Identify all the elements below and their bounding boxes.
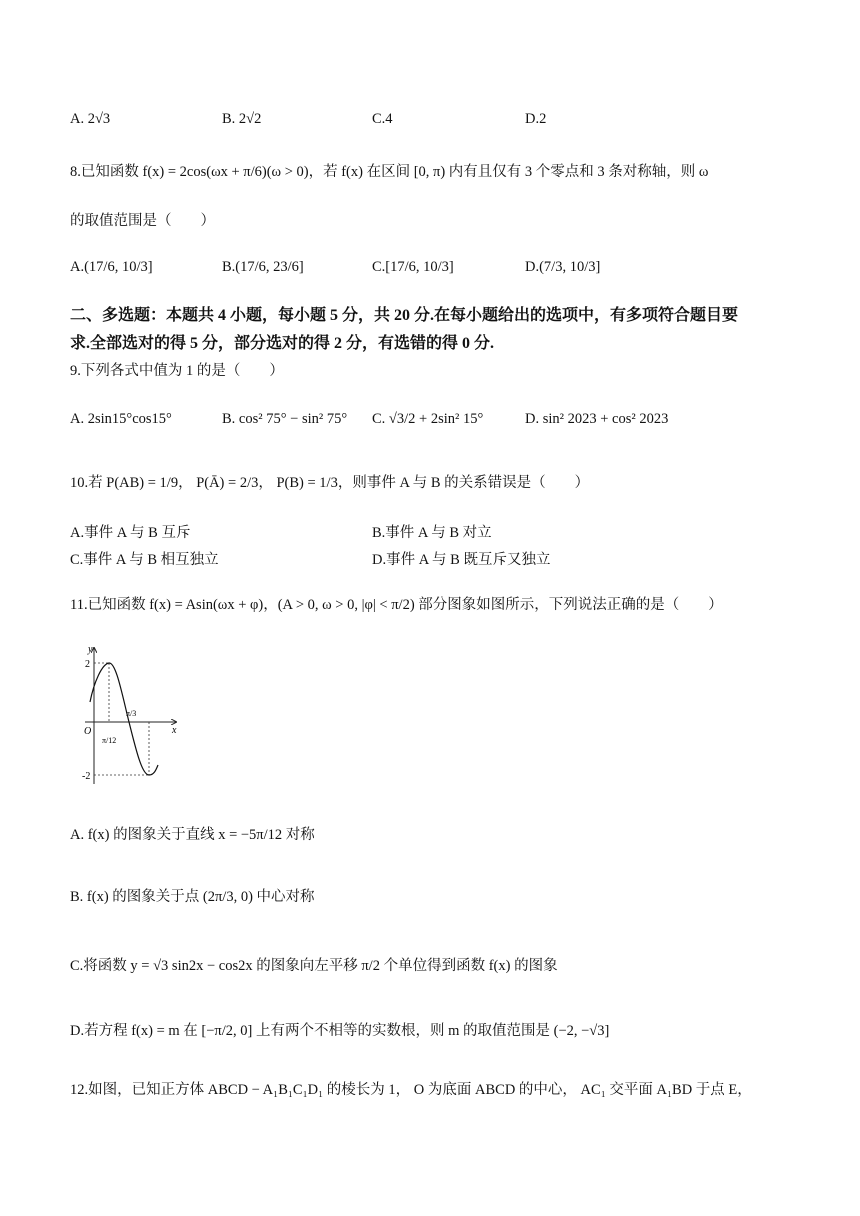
q7-option-d: D.2 xyxy=(525,111,547,127)
q10-option-c: C.事件 A 与 B 相互独立 xyxy=(70,552,219,568)
q9-option-c: C. √3/2 + 2sin² 15° xyxy=(372,411,484,427)
q10-option-b: B.事件 A 与 B 对立 xyxy=(372,525,492,541)
q9-option-a: A. 2sin15°cos15° xyxy=(70,411,172,427)
q8-stem-line1: 8.已知函数 f(x) = 2cos(ωx + π/6)(ω > 0)，若 f(x) 在区间 [0, π) 内有且仅有 3 个零点和 3 条对称轴，则 ω xyxy=(70,164,709,180)
q7-option-a: A. 2√3 xyxy=(70,111,111,127)
q8-option-a: A.(17/6, 10/3] xyxy=(70,259,153,275)
q8-option-c: C.[17/6, 10/3] xyxy=(372,259,454,275)
graph-y-min-label: -2 xyxy=(82,771,91,782)
q9-option-d: D. sin² 2023 + cos² 2023 xyxy=(525,411,669,427)
q7-option-c: C.4 xyxy=(372,111,393,127)
q10-stem: 10.若 P(AB) = 1/9， P(Ā) = 2/3， P(B) = 1/3，则事件 A 与 B 的关系错误是（ ） xyxy=(70,475,590,491)
q7-option-b: B. 2√2 xyxy=(222,111,262,127)
graph-origin-label: O xyxy=(84,726,92,737)
q11-option-c: C.将函数 y = √3 sin2x − cos2x 的图象向左平移 π/2 个单位得到函数 f(x) 的图象 xyxy=(70,958,558,974)
q11-option-d: D.若方程 f(x) = m 在 [−π/2, 0] 上有两个不相等的实数根，则 m 的取值范围是 (−2, −√3] xyxy=(70,1023,610,1039)
section2-header-line1: 二、多选题：本题共 4 小题，每小题 5 分，共 20 分.在每小题给出的选项中，有多项符合题目要 xyxy=(70,307,739,324)
q8-option-d: D.(7/3, 10/3] xyxy=(525,259,601,275)
q9-stem: 9.下列各式中值为 1 的是（ ） xyxy=(70,363,284,379)
q10-option-a: A.事件 A 与 B 互斥 xyxy=(70,525,191,541)
q9-option-b: B. cos² 75° − sin² 75° xyxy=(222,411,348,427)
q12-stem-line1: 12.如图，已知正方体 ABCD − A₁B₁C₁D₁ 的棱长为 1， O 为底面 ABCD 的中心， AC₁ 交平面 A₁BD 于点 E， xyxy=(70,1082,752,1098)
section2-header-line2: 求.全部选对的得 5 分，部分选对的得 2 分，有选错的得 0 分. xyxy=(70,335,495,352)
q10-option-d: D.事件 A 与 B 既互斥又独立 xyxy=(372,552,551,568)
q11-stem: 11.已知函数 f(x) = Asin(ωx + φ)，(A > 0, ω > 0, |φ| < π/2) 部分图象如图所示，下列说法正确的是（ ） xyxy=(70,597,723,613)
q11-option-a: A. f(x) 的图象关于直线 x = −5π/12 对称 xyxy=(70,827,315,843)
graph-x-label: x xyxy=(172,725,177,736)
graph-y-label: y xyxy=(88,644,93,655)
graph-tick-pi-12-label: π/12 xyxy=(102,736,117,745)
q11-option-b: B. f(x) 的图象关于点 (2π/3, 0) 中心对称 xyxy=(70,889,315,905)
graph-tick-pi-3-label: π/3 xyxy=(126,709,137,718)
q8-stem-line2: 的取值范围是（ ） xyxy=(70,213,215,229)
graph-y-max-label: 2 xyxy=(85,659,90,670)
q11-sine-graph xyxy=(80,644,200,794)
q8-option-b: B.(17/6, 23/6] xyxy=(222,259,304,275)
